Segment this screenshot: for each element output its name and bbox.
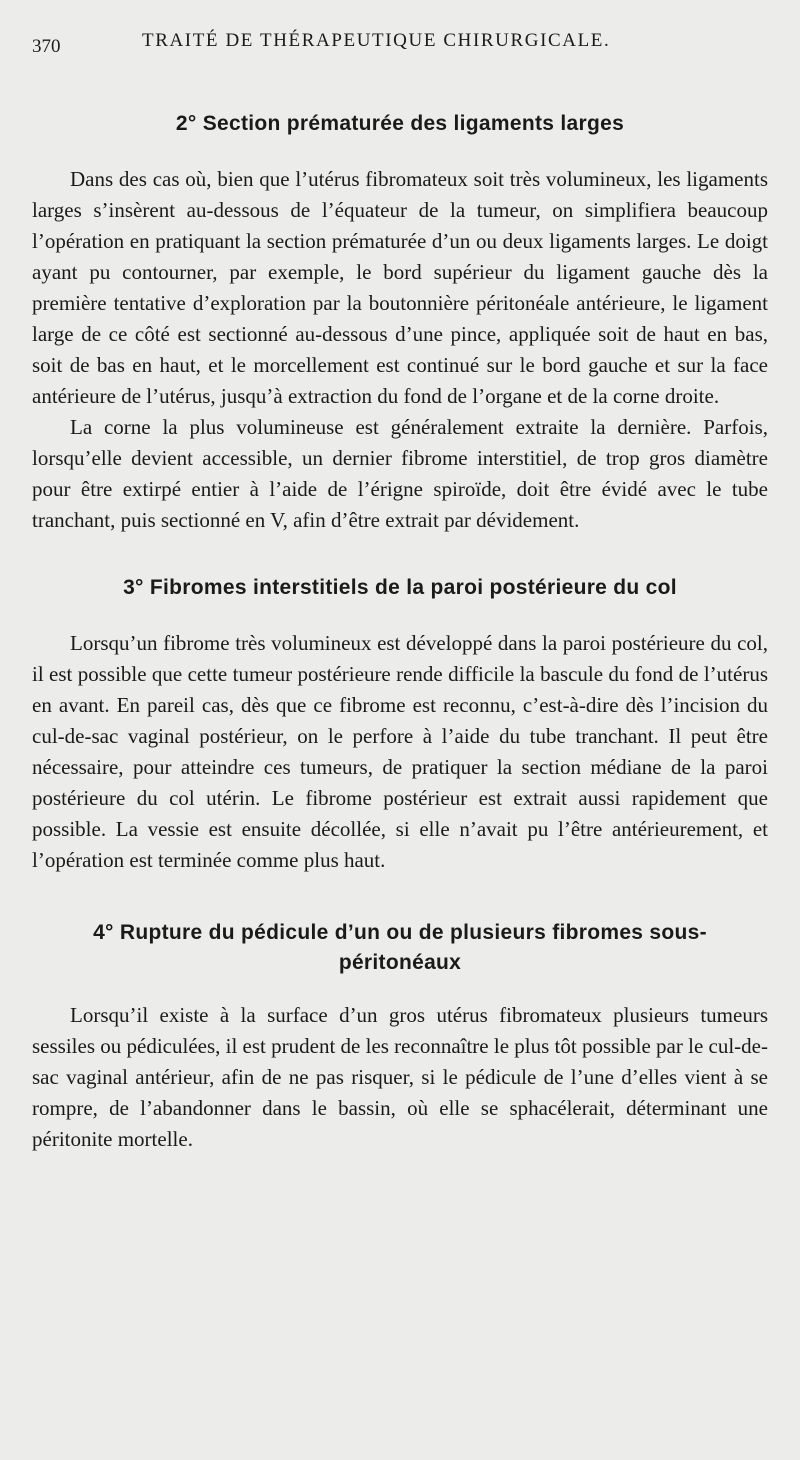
paragraph: Lorsqu’il existe à la surface d’un gros utérus fibromateux plusieurs tumeurs sessiles ou pédiculées, il est prudent de les reconnaître le plus tôt possible par le cul-de-sac vaginal antérieur, afin de ne pas risquer, si le pédicule de l’une d’elles vient à se rompre, de l’abandonner dans le bassin, où elle se sphacélerait, déterminant une péritonite mortelle. bbox=[32, 1003, 768, 1151]
running-head bbox=[32, 30, 768, 60]
section-body-3 bbox=[32, 628, 768, 876]
paragraph: La corne la plus volumineuse est généralement extraite la dernière. Parfois, lorsqu’elle devient accessible, un dernier fibrome interstitiel, de trop gros diamètre pour être extirpé entier à l’aide de l’érigne spiroïde, doit être évidé avec le tube tranchant, puis sectionné en V, afin d’être extrait par dévidement. bbox=[32, 415, 768, 532]
section-body-2 bbox=[32, 164, 768, 536]
paragraph: Dans des cas où, bien que l’utérus fibromateux soit très volumineux, les ligaments larges s’insèrent au-dessous de l’équateur de la tumeur, on simplifiera beaucoup l’opération en pratiquant la section prématurée d’un ou deux ligaments larges. Le doigt ayant pu contourner, par exemple, le bord supérieur du ligament gauche dès la première tentative d’exploration par la boutonnière péritonéale antérieure, le ligament large de ce côté est sectionné au-dessous d’une pince, appliquée soit de haut en bas, soit de bas en haut, et le morcellement est continué sur le bord gauche et sur la face antérieure de l’utérus, jusqu’à extraction du fond de l’organe et de la corne droite. bbox=[32, 167, 768, 408]
page-number: 370 bbox=[32, 36, 61, 57]
section-heading-2: 2° Section prématurée des ligaments larges bbox=[175, 112, 625, 135]
running-title: TRAITÉ DE THÉRAPEUTIQUE CHIRURGICALE. bbox=[142, 30, 611, 51]
section-heading-3: 3° Fibromes interstitiels de la paroi postérieure du col bbox=[123, 576, 677, 599]
section-heading-4: 4° Rupture du pédicule d’un ou de plusieurs fibromes sous-péritonéaux bbox=[93, 921, 707, 974]
paragraph: Lorsqu’un fibrome très volumineux est développé dans la paroi postérieure du col, il est possible que cette tumeur postérieure rende difficile la bascule du fond de l’utérus en avant. En pareil cas, dès que ce fibrome est reconnu, c’est-à-dire dès l’incision du cul-de-sac vaginal postérieur, on le perfore à l’aide du tube tranchant. Il peut être nécessaire, pour atteindre ces tumeurs, de pratiquer la section médiane de la paroi postérieure du col utérin. Le fibrome postérieur est extrait aussi rapidement que possible. La vessie est ensuite décollée, si elle n’avait pu l’être antérieurement, et l’opération est terminée comme plus haut. bbox=[32, 631, 768, 872]
section-body-4 bbox=[32, 1000, 768, 1155]
